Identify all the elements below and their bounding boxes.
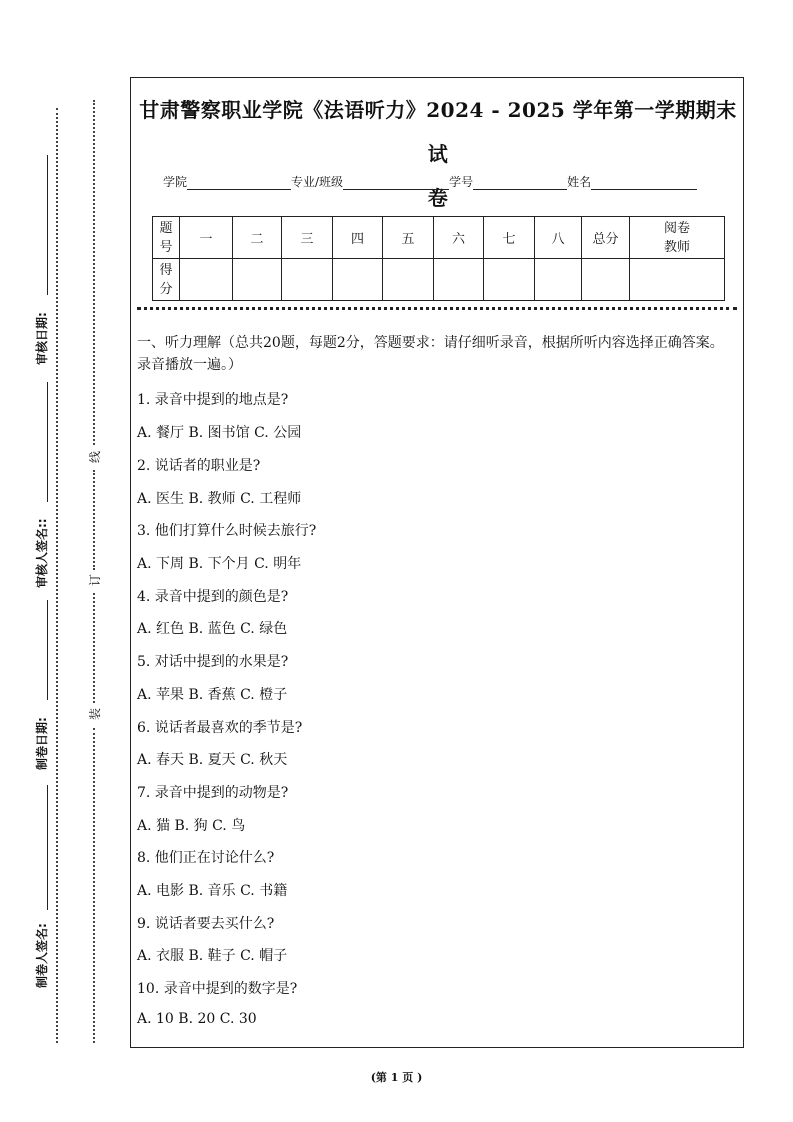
question-1: 1. 录音中提到的地点是? — [137, 392, 289, 408]
col-5: 五 — [383, 217, 434, 259]
student-id-field[interactable] — [473, 177, 567, 190]
question-9-options: A. 衣服 B. 鞋子 C. 帽子 — [137, 948, 288, 964]
question-2-options: A. 医生 B. 教师 C. 工程师 — [137, 491, 302, 507]
major-class-label: 专业/班级 — [291, 175, 344, 189]
question-2: 2. 说话者的职业是? — [137, 458, 261, 474]
score-table — [152, 216, 725, 301]
col-8: 八 — [535, 217, 582, 259]
question-5-options: A. 苹果 B. 香蕉 C. 橙子 — [137, 687, 288, 703]
question-6: 6. 说话者最喜欢的季节是? — [137, 720, 303, 736]
col-1: 一 — [180, 217, 233, 259]
col-reviewer: 阅卷 教师 — [630, 217, 725, 259]
question-9: 9. 说话者要去买什么? — [137, 916, 275, 932]
student-info-line — [163, 173, 723, 189]
bind-fold-char: 装 — [88, 707, 102, 720]
score-cell-8[interactable] — [535, 259, 582, 301]
score-cell-1[interactable] — [180, 259, 233, 301]
col-6: 六 — [434, 217, 484, 259]
question-7-options: A. 猫 B. 狗 C. 鸟 — [137, 818, 246, 834]
exam-title — [131, 88, 745, 220]
maker-sign-label: 制卷人签名: — [35, 923, 49, 988]
question-4-options: A. 红色 B. 蓝色 C. 绿色 — [137, 621, 288, 637]
question-3-options: A. 下周 B. 下个月 C. 明年 — [137, 556, 302, 572]
score-cell-5[interactable] — [383, 259, 434, 301]
score-cell-2[interactable] — [233, 259, 282, 301]
page-number: (第 1 页 ) — [370, 1071, 423, 1084]
row-label-question-no: 题 号 — [153, 217, 180, 259]
col-4: 四 — [333, 217, 383, 259]
score-cell-3[interactable] — [282, 259, 333, 301]
exam-title-line1: 甘肃警察职业学院《法语听力》2024 - 2025 学年第一学期期末试 — [139, 98, 737, 166]
col-7: 七 — [484, 217, 535, 259]
score-table-header-row — [153, 217, 725, 259]
binding-dotline-mid1 — [93, 470, 95, 570]
binding-dotline-mid2 — [93, 593, 95, 703]
question-3: 3. 他们打算什么时候去旅行? — [137, 523, 317, 539]
question-1-options: A. 餐厅 B. 图书馆 C. 公园 — [137, 425, 302, 441]
question-10-options: A. 10 B. 20 C. 30 — [137, 1011, 257, 1027]
review-date-label: 审核日期: — [35, 312, 49, 365]
binding-dotline-bottom — [93, 728, 95, 1043]
question-8-options: A. 电影 B. 音乐 C. 书籍 — [137, 883, 288, 899]
bind-order-char: 订 — [88, 573, 102, 586]
score-cell-7[interactable] — [484, 259, 535, 301]
college-label: 学院 — [163, 175, 188, 189]
reviewer-sign-label: 审核人签名:: — [35, 518, 49, 588]
maker-date-label: 制卷日期: — [35, 717, 49, 770]
exam-frame — [130, 77, 744, 1048]
section1-intro: 一、听力理解（总共20题，每题2分，答题要求：请仔细听录音，根据所听内容选择正确答案。录音播放一遍。） — [137, 335, 724, 373]
question-6-options: A. 春天 B. 夏天 C. 秋天 — [137, 752, 288, 768]
section-separator — [137, 307, 737, 310]
score-cell-total[interactable] — [582, 259, 630, 301]
question-8: 8. 他们正在讨论什么? — [137, 850, 275, 866]
score-table-score-row — [153, 259, 725, 301]
bind-line-char: 线 — [88, 450, 102, 463]
question-7: 7. 录音中提到的动物是? — [137, 785, 289, 801]
col-total: 总分 — [582, 217, 630, 259]
maker-sign-blank — [47, 785, 48, 910]
row-label-score: 得 分 — [153, 259, 180, 301]
name-label: 姓名 — [567, 175, 592, 189]
col-3: 三 — [282, 217, 333, 259]
binding-dotline-top — [93, 100, 95, 445]
maker-date-blank — [47, 600, 48, 700]
question-5: 5. 对话中提到的水果是? — [137, 654, 289, 670]
major-class-field[interactable] — [343, 177, 449, 190]
col-2: 二 — [233, 217, 282, 259]
reviewer-sign-blank — [47, 382, 48, 502]
question-4: 4. 录音中提到的颜色是? — [137, 589, 289, 605]
sidebar-rule — [56, 108, 58, 1043]
review-date-blank — [47, 155, 48, 295]
exam-title-line2: 卷 — [427, 186, 449, 210]
college-field[interactable] — [187, 177, 291, 190]
question-10: 10. 录音中提到的数字是? — [137, 981, 298, 997]
score-cell-4[interactable] — [333, 259, 383, 301]
student-id-label: 学号 — [449, 175, 474, 189]
score-cell-reviewer[interactable] — [630, 259, 725, 301]
score-cell-6[interactable] — [434, 259, 484, 301]
name-field[interactable] — [591, 177, 697, 190]
